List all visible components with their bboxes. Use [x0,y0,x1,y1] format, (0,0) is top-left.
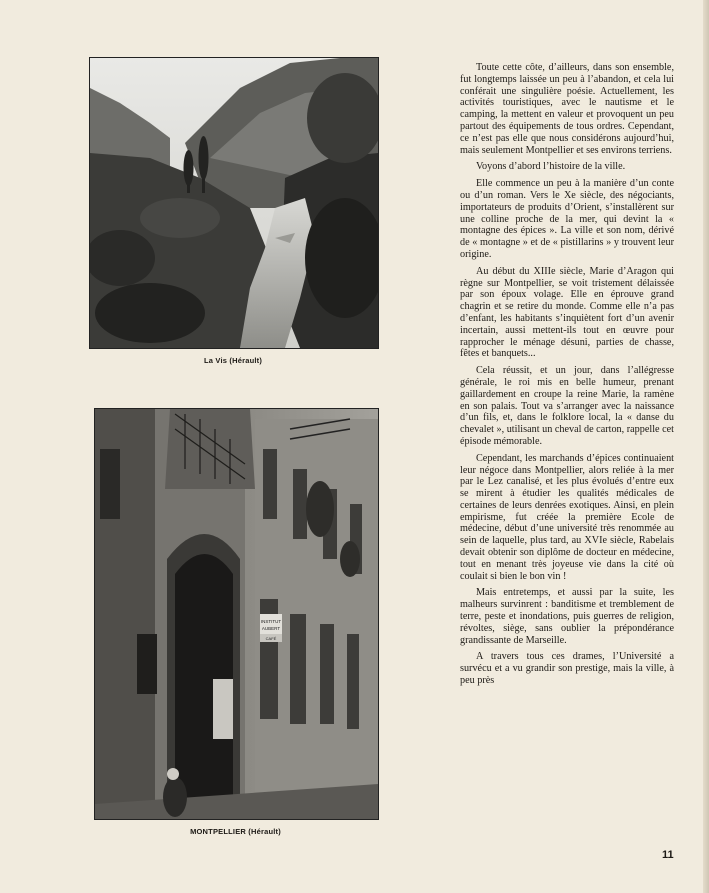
article-paragraph: Mais entretemps, et aussi par la suite, les malheurs survinrent : banditisme et tremblement de terre, peste et inondations, puis guerres de religion, révoltes, siège, sans oublier la prépondérance grandissante de Marseille. [460,587,674,646]
building-facade-photo [94,408,379,820]
article-paragraph: Elle commence un peu à la manière d’un conte ou d’un roman. Vers le Xe siècle, des négociants, importateurs de produits d’Orient, s’installèrent sur une colline proche de la mer, qui devint la « montagne des épices ». La ville et son nom, dérivé de « montagne » et de « pistillarins » y trouvent leur origine. [460,178,674,260]
article-paragraph: A travers tous ces drames, l’Université a survécu et a vu grandir son prestige, mais la ville, à peu près [460,651,674,687]
photo-caption: MONTPELLIER (Hérault) [190,827,281,836]
shop-sign-text: CAFÉ [265,636,277,641]
river-landscape-photo [89,57,379,349]
page-number: 11 [662,849,674,861]
shop-sign-text: INSTITUT [260,619,282,624]
article-paragraph: Cela réussit, et un jour, dans l’allégresse générale, le roi mis en belle humeur, prenant gaillardement en croupe la reine Marie, la ramène en son palais. Tout va s’arranger avec la naissance d’un fils, et, dans le folklore local, la « danse du chevalet », utilisant un cheval de carton, rappelle cet épisode mémorable. [460,365,674,447]
page-edge [703,0,709,893]
article-paragraph: Voyons d’abord l’histoire de la ville. [476,161,626,173]
article-text-column [460,62,674,692]
article-paragraph: Cependant, les marchands d’épices continuaient leur négoce dans Montpellier, alors reliée à la mer par le Lez canalisé, et les plus évolués d’entre eux se mirent à étudier les qualités médicales de certaines de leurs denrées exotiques. Ainsi, en plein empirisme, fut créée la première Ecole de médecine, début d’une université très renommée au sein de laquelle, plus tard, au XVIe siècle, Rabelais devait obtenir son diplôme de docteur en médecine, tout en menant très joyeuse vie dans la cité où coulait si bien le bon vin ! [460,452,674,582]
article-paragraph: Toute cette côte, d’ailleurs, dans son ensemble, fut longtemps laissée un peu à l’abandon, et cela lui conférait une singulière poésie. Actuellement, les activités touristiques, avec le nautisme et le camping, la mettent en valeur et provoquent un peu partout des équipements de tous ordres. Cependant, ce n’est pas elle que nous considérons aujourd’hui, mais seulement Montpellier et ses environs terriens. [460,62,674,156]
shop-sign-text: AUBERT [261,626,281,631]
article-paragraph: Au début du XIIIe siècle, Marie d’Aragon qui règne sur Montpellier, se voit tristement délaissée par son époux volage. Elle en éprouve grand chagrin et se retire du monde. Comme elle n’a pas d’enfant, les habitants s’inquiètent fort d’un avenir incertain, aussi mettent-ils tout en œuvre pour rapprocher le ménage désuni, parties de chasse, fêtes et banquets... [460,265,674,360]
photo-caption: La Vis (Hérault) [203,356,263,365]
